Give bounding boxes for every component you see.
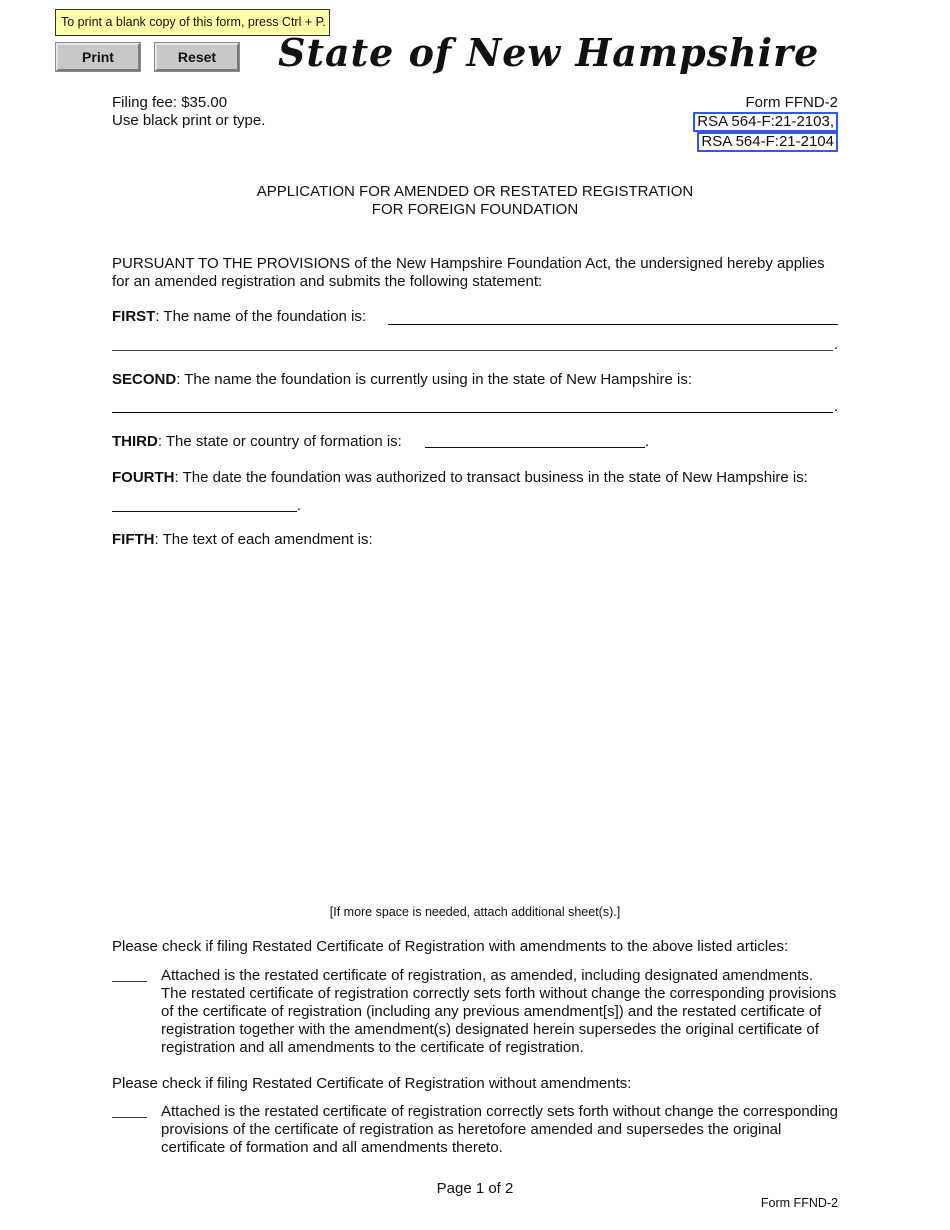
restated-with-prompt: Please check if filing Restated Certificate of Registration with amendments to the above listed articles: bbox=[112, 938, 789, 955]
rsa-link-2103[interactable]: RSA 564-F:21-2103, bbox=[693, 112, 838, 132]
authorized-date-field[interactable] bbox=[112, 496, 297, 512]
second-text: : The name the foundation is currently using in the state of New Hampshire is: bbox=[176, 371, 693, 388]
print-button[interactable]: Print bbox=[56, 43, 140, 71]
restated-with-text: Attached is the restated certificate of registration, as amended, including designated amendments. The restated certificate of registration correctly sets forth without change the corresponding provisions of the certificate of registration (including any previous amendment[s]) and the restated certificate of registration together with the amendment(s) designated herein supersedes the original certificate of registration and all amendments to the certificate of registration. bbox=[161, 967, 837, 1056]
second-section bbox=[112, 371, 842, 389]
application-title bbox=[0, 183, 950, 219]
application-title-line2: FOR FOREIGN FOUNDATION bbox=[371, 201, 579, 218]
second-period: . bbox=[834, 398, 839, 415]
fifth-text: : The text of each amendment is: bbox=[154, 531, 373, 548]
rsa-link-2104[interactable]: RSA 564-F:21-2104 bbox=[697, 132, 838, 152]
header-right bbox=[693, 94, 838, 152]
fourth-text: : The date the foundation was authorized to transact business in the state of New Hampshire is: bbox=[174, 469, 808, 486]
third-label: THIRD bbox=[112, 433, 158, 450]
current-name-field[interactable] bbox=[112, 397, 833, 413]
restated-without-check[interactable] bbox=[112, 1104, 147, 1118]
second-label: SECOND bbox=[112, 371, 177, 388]
application-title-line1: APPLICATION FOR AMENDED OR RESTATED REGISTRATION bbox=[256, 183, 694, 200]
restated-with-check[interactable] bbox=[112, 968, 147, 982]
restated-without-prompt: Please check if filing Restated Certificate of Registration without amendments: bbox=[112, 1075, 632, 1092]
additional-sheets-note: [If more space is needed, attach additional sheet(s).] bbox=[329, 905, 621, 919]
form-id: Form FFND-2 bbox=[745, 94, 838, 111]
page-number: Page 1 of 2 bbox=[436, 1180, 514, 1197]
header-left bbox=[112, 94, 265, 130]
fifth-section bbox=[112, 531, 842, 549]
intro-paragraph: PURSUANT TO THE PROVISIONS of the New Hampshire Foundation Act, the undersigned hereby applies for an amended registration and submits the following statement: bbox=[112, 255, 825, 290]
reset-button[interactable]: Reset bbox=[155, 43, 239, 71]
first-text: : The name of the foundation is: bbox=[155, 308, 367, 325]
restated-without-text: Attached is the restated certificate of registration correctly sets forth without change the corresponding provisions of the certificate of registration as heretofore amended and supersedes the original certificate of formation and all amendments thereto. bbox=[161, 1103, 839, 1156]
third-period: . bbox=[645, 433, 650, 450]
first-period: . bbox=[834, 336, 839, 353]
third-text: : The state or country of formation is: bbox=[157, 433, 402, 450]
fourth-section bbox=[112, 469, 852, 487]
foundation-name-field-line2[interactable] bbox=[112, 335, 833, 351]
state-of-formation-field[interactable] bbox=[425, 432, 645, 448]
state-title: State of New Hampshire bbox=[278, 30, 820, 75]
footer-form-id: Form FFND-2 bbox=[760, 1196, 838, 1210]
fifth-label: FIFTH bbox=[112, 531, 155, 548]
print-tooltip: To print a blank copy of this form, press Ctrl + P. bbox=[55, 9, 330, 36]
filing-fee: Filing fee: $35.00 bbox=[112, 94, 228, 111]
fourth-label: FOURTH bbox=[112, 469, 175, 486]
fourth-period: . bbox=[297, 497, 302, 514]
first-label: FIRST bbox=[112, 308, 156, 325]
foundation-name-field[interactable] bbox=[388, 309, 838, 325]
amendment-text-area[interactable] bbox=[112, 556, 838, 896]
instructions: Use black print or type. bbox=[112, 112, 266, 129]
